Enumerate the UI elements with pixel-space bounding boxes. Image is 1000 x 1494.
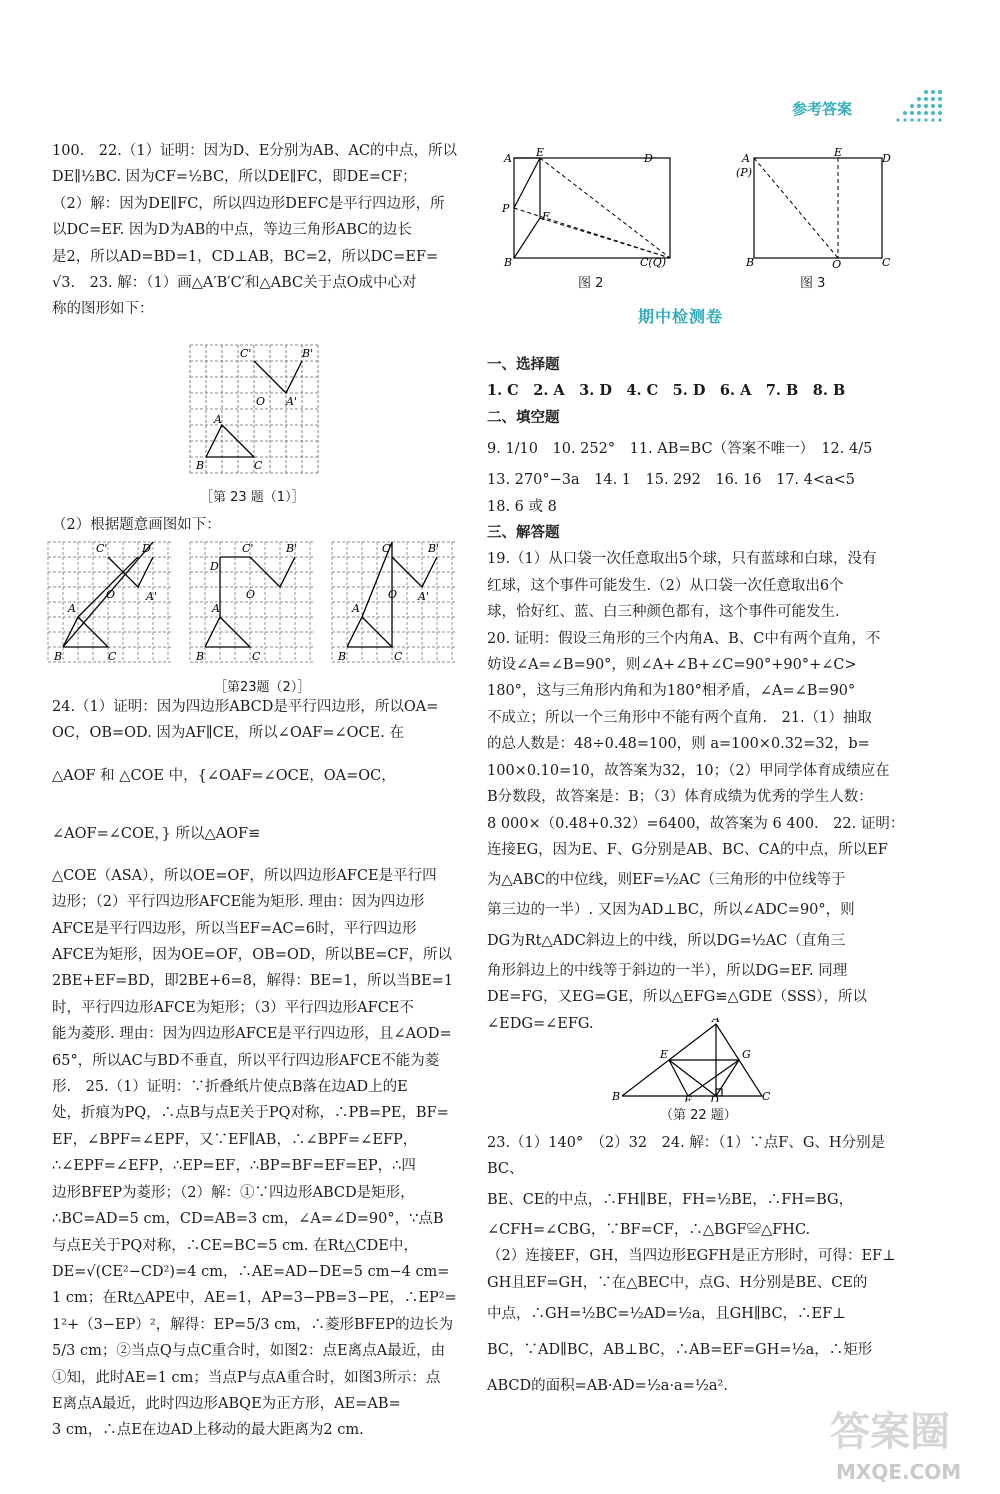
text-line: 20. 证明：假设三角形的三个内角A、B、C中有两个直角，不 bbox=[487, 630, 881, 647]
text-line: 边形；（2）平行四边形AFCE能为矩形. 理由：因为四边形 bbox=[52, 894, 425, 911]
left-column-top bbox=[52, 138, 466, 323]
figure-2-caption: 图 2 bbox=[578, 276, 604, 291]
text-line: 称的图形如下： bbox=[52, 301, 154, 318]
figure-23-2 bbox=[46, 540, 466, 674]
svg-text:C: C bbox=[762, 1090, 771, 1102]
svg-text:C': C' bbox=[96, 542, 108, 555]
text-line: DE=FG，又EG=GE，所以△EFG≌△GDE（SSS），所以 bbox=[487, 989, 868, 1006]
svg-text:B': B' bbox=[428, 542, 440, 555]
svg-text:B': B' bbox=[286, 542, 298, 555]
svg-text:A': A' bbox=[146, 590, 157, 603]
text-line: AFCE为矩形，因为OE=OF，OB=OD，所以BE=CF，所以 bbox=[52, 947, 453, 964]
text-line: 2BE+EF=BD，即2BE+6=8，解得：BE=1，所以当BE=1 bbox=[52, 973, 454, 990]
section-title: 期中检测卷 bbox=[638, 307, 724, 326]
text-line: 8 000×（0.48+0.32）=6400，故答案为 6 400. 22. 证明： bbox=[487, 815, 905, 832]
figure-23-1-caption: ［第 23 题（1）］ bbox=[200, 490, 305, 505]
svg-text:O: O bbox=[256, 395, 266, 408]
svg-text:A': A' bbox=[418, 590, 429, 603]
text-line: 能为菱形. 理由：因为四边形AFCE是平行四边形，且∠AOD= bbox=[52, 1026, 452, 1043]
svg-text:D: D bbox=[882, 152, 891, 165]
svg-text:F: F bbox=[542, 210, 550, 223]
text-line: 3 cm，∴点E在边AD上移动的最大距离为2 cm. bbox=[52, 1422, 364, 1439]
text-line: EF，∠BPF=∠EPF，又∵EF∥AB，∴∠BPF=∠EFP， bbox=[52, 1131, 418, 1148]
svg-text:B: B bbox=[54, 650, 63, 663]
svg-text:C: C bbox=[252, 650, 261, 663]
text-line: E离点A最近，此时四边形ABQE为正方形，AE=AB= bbox=[52, 1395, 401, 1412]
svg-text:C: C bbox=[882, 256, 891, 268]
left-column-mid bbox=[52, 512, 466, 538]
text-line: BC，∵AD∥BC，AB⊥BC，∴AB=EF=GH=½a，∴矩形 bbox=[487, 1342, 873, 1359]
svg-text:B: B bbox=[504, 256, 513, 268]
text-line: DE=√(CE²−CD²)=4 cm，∴AE=AD−DE=5 cm−4 cm= bbox=[52, 1263, 450, 1280]
text-line: 65°，所以AC与BD不垂直，所以平行四边形AFCE不能为菱 bbox=[52, 1052, 440, 1069]
svg-text:G: G bbox=[742, 1048, 751, 1061]
svg-text:Q: Q bbox=[832, 258, 842, 268]
figure-23-1 bbox=[188, 343, 320, 481]
text-line: 100. 22.（1）证明：因为D、E分别为AB、AC的中点，所以 bbox=[52, 143, 457, 159]
text-line: 24.（1）证明：因为四边形ABCD是平行四边形，所以OA= bbox=[52, 699, 439, 715]
watermark-url: MXQE.COM bbox=[836, 1460, 962, 1484]
svg-text:C': C' bbox=[382, 542, 394, 555]
svg-text:O: O bbox=[246, 588, 256, 601]
svg-text:A: A bbox=[712, 1018, 720, 1025]
text-line: △COE（ASA），所以OE=OF，所以四边形AFCE是平行四 bbox=[52, 867, 437, 884]
left-column-bottom bbox=[52, 694, 466, 1444]
text-line: 中点，∴GH=½BC=½AD=½a，且GH∥BC，∴EF⊥ bbox=[487, 1306, 846, 1323]
figure-22-caption: （第 22 题） bbox=[660, 1108, 737, 1123]
text-line: （2）根据题意画图如下： bbox=[52, 517, 221, 533]
text-line: 为△ABC的中位线，则EF=½AC（三角形的中位线等于 bbox=[487, 872, 846, 889]
text-line: 与点E关于PQ对称，∴CE=BC=5 cm. 在Rt△CDE中， bbox=[52, 1237, 418, 1254]
text-line: 13. 270°−3a 14. 1 15. 292 16. 16 17. 4<a<5 bbox=[487, 472, 856, 489]
text-line: ∠EDG=∠EFG. bbox=[487, 1015, 594, 1032]
right-column-bottom bbox=[487, 1130, 907, 1404]
text-line: 妨设∠A=∠B=90°，则∠A+∠B+∠C=90°+90°+∠C> bbox=[487, 657, 857, 674]
text-line: 100×0.10=10，故答案为32，10；（2）甲同学体育成绩应在 bbox=[487, 762, 890, 779]
svg-text:A: A bbox=[742, 152, 750, 165]
text-line: ①知，此时AE=1 cm；当点P与点A重合时，如图3所示：点 bbox=[52, 1369, 441, 1386]
svg-text:O: O bbox=[106, 588, 116, 601]
text-line: 19.（1）从口袋一次任意取出5个球，只有蓝球和白球，没有 bbox=[487, 551, 877, 568]
watermark-logo: 答案圈 bbox=[830, 1409, 950, 1455]
svg-text:A: A bbox=[352, 602, 360, 615]
svg-text:D: D bbox=[710, 1094, 719, 1102]
svg-text:O: O bbox=[388, 588, 398, 601]
svg-text:P: P bbox=[502, 202, 510, 215]
text-line: 形. 25.（1）证明：∵折叠纸片使点B落在边AD上的E bbox=[52, 1079, 408, 1096]
text-line: DE∥½BC. 因为CF=½BC，所以DE∥FC，即DE=CF； bbox=[52, 169, 417, 186]
svg-text:B: B bbox=[746, 256, 755, 268]
figure-2 bbox=[500, 148, 680, 272]
text-line: 180°，这与三角形内角和为180°相矛盾，∠A=∠B=90° bbox=[487, 683, 856, 700]
svg-text:C': C' bbox=[240, 347, 252, 360]
text-line: GH且EF=GH，∵在△BEC中，点G、H分别是BE、CE的 bbox=[487, 1274, 868, 1291]
svg-text:B: B bbox=[612, 1090, 621, 1102]
text-line: 红球，这个事件可能发生.（2）从口袋一次任意取出6个 bbox=[487, 577, 844, 594]
svg-text:A: A bbox=[504, 152, 512, 165]
svg-text:C: C bbox=[254, 459, 263, 472]
text-line: AFCE是平行四边形，所以当EF=AC=6时，平行四边形 bbox=[52, 920, 417, 937]
figure-23-2-caption: ［第23题（2）］ bbox=[214, 680, 311, 695]
figure-3 bbox=[734, 148, 904, 272]
text-line: BE、CE的中点，∴FH∥BE，FH=½BE，∴FH=BG， bbox=[487, 1191, 854, 1208]
svg-text:A: A bbox=[212, 602, 220, 615]
svg-text:D: D bbox=[644, 152, 653, 165]
text-line: （2）连接EF，GH，当四边形EGFH是正方形时，可得：EF⊥ bbox=[487, 1248, 896, 1265]
svg-text:D: D bbox=[210, 560, 219, 573]
text-line: 边形BFEP为菱形；（2）解：①∵四边形ABCD是矩形， bbox=[52, 1184, 415, 1201]
header-dots-decoration bbox=[886, 88, 946, 124]
svg-text:D: D bbox=[142, 542, 151, 555]
svg-text:C: C bbox=[394, 650, 403, 663]
text-line: 9. 1/10 10. 252° 11. AB=BC（答案不唯一） 12. 4/5 bbox=[487, 441, 873, 458]
text-line: ∠CFH=∠CBG，∵BF=CF，∴△BGF≌△FHC. bbox=[487, 1221, 811, 1238]
text-line: 第三边的一半）. 又因为AD⊥BC，所以∠ADC=90°，则 bbox=[487, 902, 855, 919]
svg-text:B: B bbox=[196, 650, 205, 663]
svg-text:(P): (P) bbox=[736, 166, 752, 179]
text-line: 1 cm；在Rt△APE中，AE=1，AP=3−PB=3−PE，∴EP²= bbox=[52, 1290, 457, 1307]
text-line: √3. 23. 解：（1）画△A′B′C′和△ABC关于点O成中心对 bbox=[52, 275, 417, 292]
text-line: ABCD的面积=AB·AD=½a·a=½a². bbox=[487, 1378, 728, 1395]
text-line: 不成立；所以一个三角形中不能有两个直角. 21.（1）抽取 bbox=[487, 709, 872, 726]
svg-text:F: F bbox=[684, 1094, 692, 1102]
svg-text:B: B bbox=[338, 650, 347, 663]
svg-text:C': C' bbox=[242, 542, 254, 555]
text-line: 球，恰好红、蓝、白三种颜色都有，这个事件可能发生. bbox=[487, 604, 840, 621]
svg-text:A: A bbox=[214, 413, 222, 426]
text-line: 1²+（3−EP）²，解得：EP=5/3 cm，∴菱形BFEP的边长为 bbox=[52, 1316, 454, 1333]
svg-text:E: E bbox=[834, 148, 843, 159]
text-line: 一、选择题 bbox=[487, 356, 560, 373]
text-line: △AOF 和 △COE 中，{∠OAF=∠OCE，OA=OC，∠AOF=∠COE，} 所以△AOF≌ bbox=[52, 767, 396, 842]
svg-text:C: C bbox=[108, 650, 117, 663]
right-column-top bbox=[487, 352, 907, 1037]
header-title: 参考答案 bbox=[792, 100, 853, 118]
text-line: 连接EG，因为E、F、G分别是AB、BC、CA的中点，所以EF bbox=[487, 841, 888, 858]
text-line: 以DC=EF. 因为D为AB的中点，等边三角形ABC的边长 bbox=[52, 222, 412, 239]
text-line: （2）解：因为DE∥FC，所以四边形DEFC是平行四边形，所 bbox=[52, 195, 445, 212]
text-line: 1. C 2. A 3. D 4. C 5. D 6. A 7. B 8. B bbox=[487, 382, 846, 400]
svg-text:C(Q): C(Q) bbox=[640, 256, 667, 268]
text-line: 是2，所以AD=BD=1，CD⊥AB，BC=2，所以DC=EF= bbox=[52, 248, 439, 265]
svg-text:E: E bbox=[536, 148, 545, 159]
svg-text:A: A bbox=[68, 602, 76, 615]
text-line: 的总人数是：48÷0.48=100，则 a=100×0.32=32，b= bbox=[487, 736, 870, 753]
svg-text:B: B bbox=[196, 459, 205, 472]
text-line: 5/3 cm；②当点Q与点C重合时，如图2：点E离点A最近，由 bbox=[52, 1343, 446, 1360]
text-line: B分数段，故答案是：B；（3）体育成绩为优秀的学生人数： bbox=[487, 789, 873, 806]
text-line: 角形斜边上的中线等于斜边的一半），所以DG=EF. 同理 bbox=[487, 962, 848, 979]
figure-22 bbox=[612, 1018, 772, 1106]
text-line: OC，OB=OD. 因为AF∥CE，所以∠OAF=∠OCE. 在 bbox=[52, 725, 404, 742]
figure-3-caption: 图 3 bbox=[800, 276, 826, 291]
text-line: ∴∠EPF=∠EFP，∴EP=EF，∴BP=BF=EF=EP，∴四 bbox=[52, 1158, 416, 1175]
text-line: 三、解答题 bbox=[487, 524, 560, 542]
text-line: 时，平行四边形AFCE为矩形；（3）平行四边形AFCE不 bbox=[52, 999, 414, 1016]
svg-text:B': B' bbox=[302, 347, 314, 360]
text-line: 23.（1）140° （2）32 24. 解：（1）∵点F、G、H分别是BC、 bbox=[487, 1135, 886, 1178]
svg-text:A': A' bbox=[286, 395, 297, 408]
text-line: 二、填空题 bbox=[487, 408, 560, 426]
text-line: 18. 6 或 8 bbox=[487, 498, 557, 515]
text-line: ∴BC=AD=5 cm，CD=AB=3 cm，∠A=∠D=90°，∵点B bbox=[52, 1211, 444, 1228]
text-line: DG为Rt△ADC斜边上的中线，所以DG=½AC（直角三 bbox=[487, 932, 846, 949]
text-line: 处，折痕为PQ，∴点B与点E关于PQ对称，∴PB=PE，BF= bbox=[52, 1105, 449, 1122]
svg-text:E: E bbox=[660, 1048, 669, 1061]
